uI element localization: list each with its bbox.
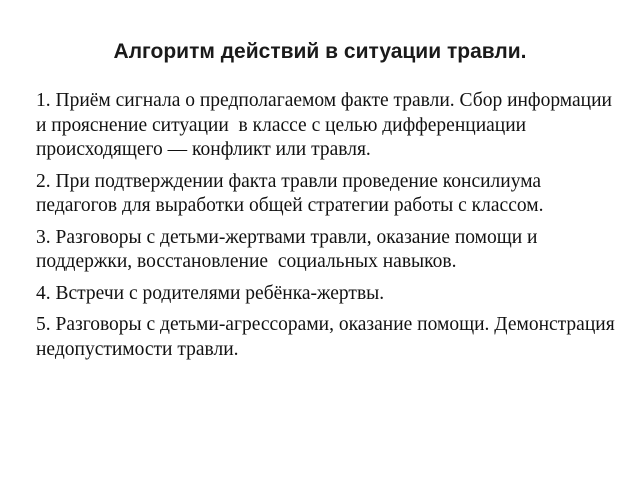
algorithm-list	[36, 89, 620, 369]
list-item: 2. При подтверждении факта травли проведение консилиума педагогов для выработки общей стратегии работы с классом.	[36, 170, 546, 216]
list-item: 5. Разговоры с детьми-агрессорами, оказание помощи. Демонстрация недопустимости травли.	[36, 314, 620, 360]
list-item: 3. Разговоры с детьми-жертвами травли, оказание помощи и поддержки, восстановление социальных навыков.	[36, 226, 543, 272]
list-item: 1. Приём сигнала о предполагаемом факте травли. Сбор информации и прояснение ситуации в классе с целью дифференциации происходящего — конфликт или травля.	[36, 90, 617, 160]
slide-title: Алгоритм действий в ситуации травли.	[113, 40, 527, 63]
list-item: 4. Встречи с родителями ребёнка-жертвы.	[36, 282, 385, 304]
